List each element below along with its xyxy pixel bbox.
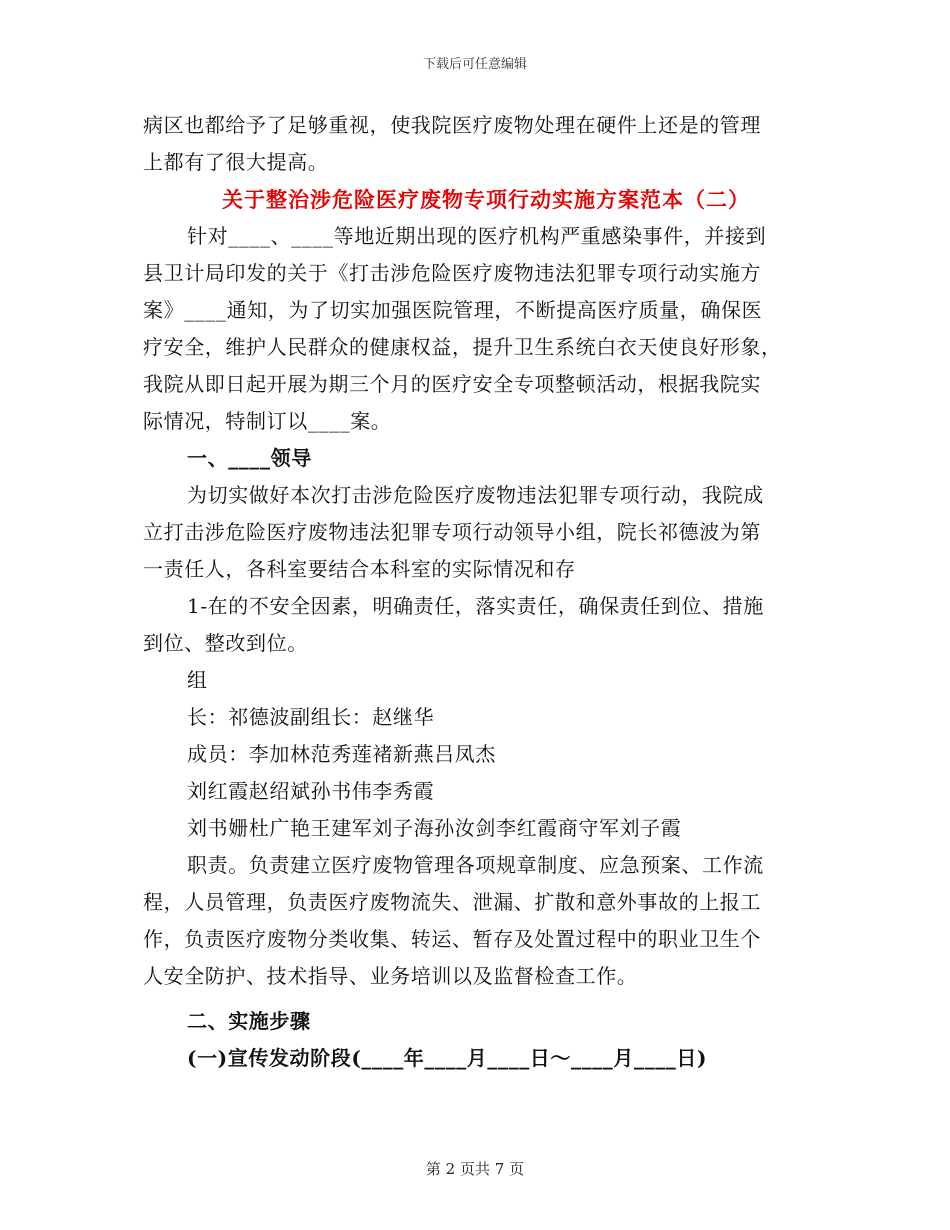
section-heading: 一、____领导 xyxy=(187,446,312,470)
paragraph-line: 到位、整改到位。 xyxy=(143,631,308,655)
paragraph-line: 县卫计局印发的关于《打击涉危险医疗废物违法犯罪专项行动实施方 xyxy=(143,261,761,285)
section-heading: 二、实施步骤 xyxy=(187,1009,311,1033)
document-title: 关于整治涉危险医疗废物专项行动实施方案范本（二） xyxy=(222,187,750,212)
paragraph-line: 案》____通知，为了切实加强医院管理，不断提高医疗质量，确保医 xyxy=(143,298,763,322)
subsection-heading: (一)宣传发动阶段(____年____月____日～____月____日) xyxy=(187,1046,708,1070)
paragraph-line: 职责。负责建立医疗废物管理各项规章制度、应急预案、工作流 xyxy=(187,853,764,877)
paragraph-line: 针对____、____等地近期出现的医疗机构严重感染事件，并接到 xyxy=(187,224,767,248)
paragraph-line: 人安全防护、技术指导、业务培训以及监督检查工作。 xyxy=(143,964,638,988)
page-number: 第 2 页共 7 页 xyxy=(425,1160,525,1178)
paragraph-line: 程，人员管理，负责医疗废物流失、泄漏、扩散和意外事故的上报工 xyxy=(143,890,761,914)
group-label: 组 xyxy=(187,668,208,692)
paragraph-line: 一责任人，各科室要结合本科室的实际情况和存 xyxy=(143,557,576,581)
paragraph-line: 1-在的不安全因素，明确责任，落实责任，确保责任到位、措施 xyxy=(187,594,764,618)
leader-line: 长：祁德波副组长：赵继华 xyxy=(187,705,435,729)
paragraph-line: 际情况，特制订以____案。 xyxy=(143,409,392,433)
document-body xyxy=(143,107,803,1077)
members-line: 成员：李加林范秀莲褚新燕吕凤杰 xyxy=(187,742,496,766)
paragraph-line: 为切实做好本次打击涉危险医疗废物违法犯罪专项行动，我院成 xyxy=(187,483,764,507)
members-line: 刘书姗杜广艳王建军刘子海孙汝剑李红霞商守军刘子霞 xyxy=(187,816,682,840)
paragraph-line: 上都有了很大提高。 xyxy=(143,150,329,174)
members-line: 刘红霞赵绍斌孙书伟李秀霞 xyxy=(187,779,435,803)
paragraph-line: 立打击涉危险医疗废物违法犯罪专项行动领导小组，院长祁德波为第 xyxy=(143,520,761,544)
paragraph-line: 病区也都给予了足够重视，使我院医疗废物处理在硬件上还是的管理 xyxy=(143,113,761,137)
header-note: 下载后可任意编辑 xyxy=(422,57,527,72)
paragraph-line: 作，负责医疗废物分类收集、转运、暂存及处置过程中的职业卫生个 xyxy=(143,927,761,951)
paragraph-line: 我院从即日起开展为期三个月的医疗安全专项整顿活动，根据我院实 xyxy=(143,372,761,396)
paragraph-line: 疗安全，维护人民群众的健康权益，提升卫生系统白衣天使良好形象， xyxy=(143,335,782,359)
